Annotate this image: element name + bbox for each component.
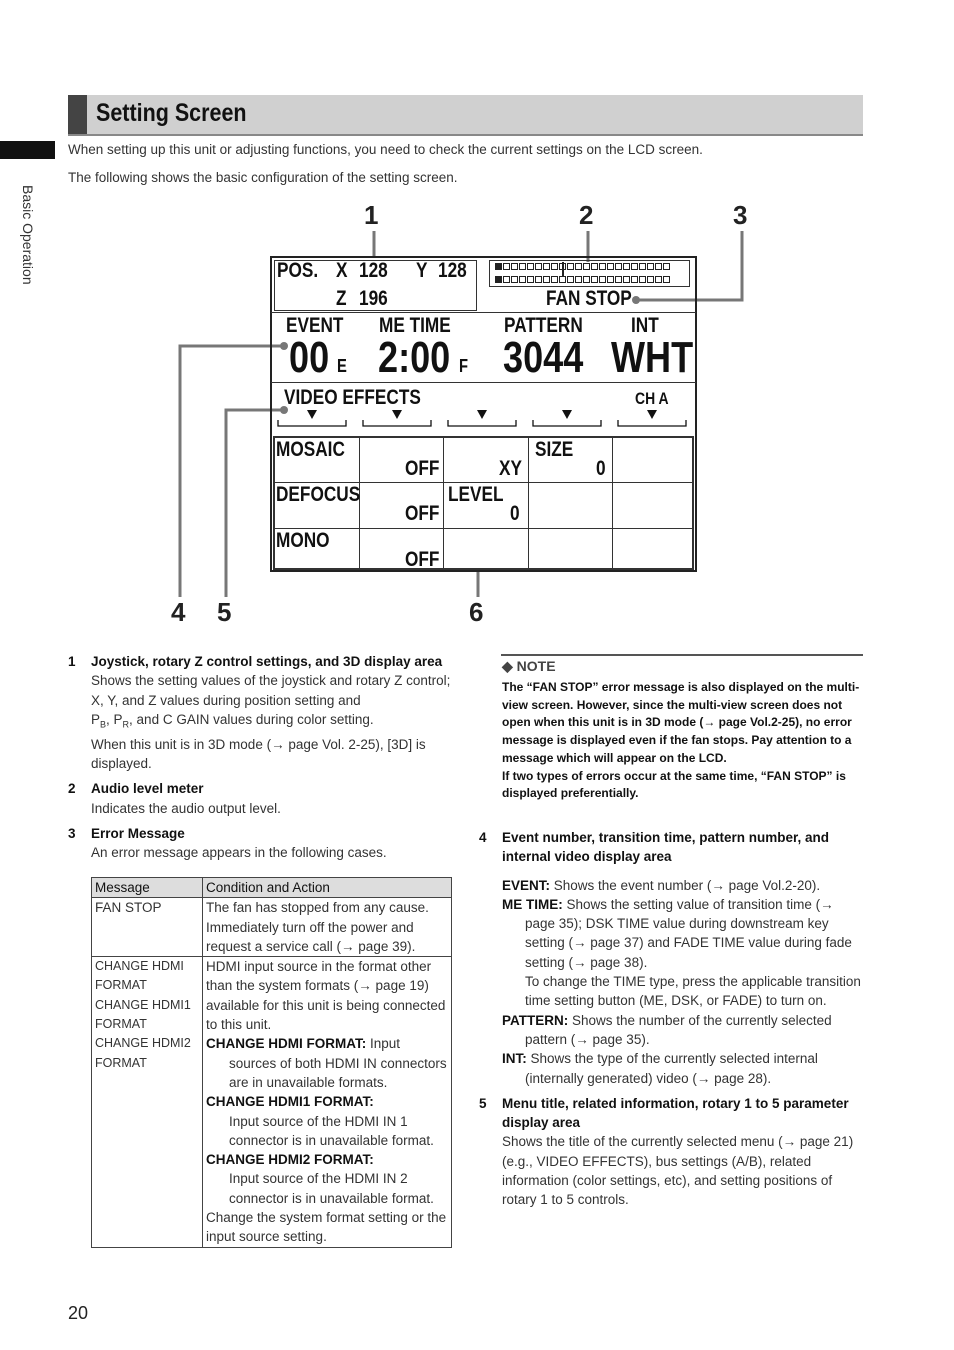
left-column	[68, 652, 454, 863]
item-2	[68, 779, 454, 818]
size-label: SIZE	[535, 438, 574, 461]
callout-2: 2	[579, 200, 594, 230]
page-number: 20	[68, 1303, 89, 1323]
pos-label: POS.	[277, 259, 319, 282]
item-4-me-time: ME TIME: Shows the setting value of transition time (→ page 35); DSK TIME value during downstream key setting (→ page 37) and FADE TIME value during fade setting (→ page 38).	[502, 896, 852, 970]
meter-ch2	[495, 276, 670, 284]
item-3-body: An error message appears in the following cases.	[91, 845, 387, 861]
item-2-body: Indicates the audio output level.	[91, 800, 281, 816]
table-cell-condition: HDMI input source in the format other than the system formats (→ page 19) available for this unit is being connected to this unit. CHANGE HDMI FORMAT: Input sources of both HDMI IN connectors are in unavailable formats. CHANGE HDMI1 FORMAT: Input source of the HDMI IN 1 connector is in unavailable format. CHANGE HDMI2 FORMAT: Input source of the HDMI IN 2 connector is in unavailable format. Change the system format setting or the input source setting.	[203, 957, 452, 1247]
error-message: FAN STOP	[546, 287, 632, 310]
item-4-int: INT: Shows the type of the currently selected internal (internally generated) video (→ page 28).	[502, 1051, 818, 1086]
item-4-title: Event number, transition time, pattern number, and internal video display area	[502, 830, 830, 865]
level-label: LEVEL	[448, 483, 504, 506]
item-1	[68, 652, 454, 773]
grid-col-line-3	[528, 437, 529, 569]
item-3-number: 3	[68, 826, 76, 842]
chapter-label: Basic Operation	[20, 185, 36, 285]
mono-value: OFF	[405, 548, 440, 571]
int-value: WHT	[611, 333, 694, 382]
table-header-condition: Condition and Action	[203, 878, 452, 898]
menu-title: VIDEO EFFECTS	[284, 386, 421, 409]
meter-marker	[562, 262, 564, 276]
size-value: 0	[596, 457, 606, 480]
intro-line-1: When setting up this unit or adjusting functions, you need to check the current settings on the LCD screen.	[68, 142, 703, 157]
item-2-number: 2	[68, 781, 76, 797]
callout-5: 5	[217, 597, 232, 627]
item-4-me-time-note: To change the TIME type, press the applicable transition time setting button (ME, DSK, or FADE) to turn on.	[525, 974, 861, 1009]
note-title: ◆ NOTE	[502, 658, 556, 674]
grid-row-line-2	[274, 528, 693, 529]
item-1-body-3: When this unit is in 3D mode (→ page Vol. 2-25), [3D] is displayed.	[91, 736, 426, 772]
mosaic-value: OFF	[405, 457, 440, 480]
item-4-pattern: PATTERN: Shows the number of the currently selected pattern (→ page 35).	[502, 1012, 832, 1047]
note-rule	[501, 654, 863, 656]
table-row	[92, 957, 452, 1247]
item-5	[479, 1094, 863, 1210]
table-cell-condition: The fan has stopped from any cause. Immediately turn off the power and request a service call (→ page 39).	[203, 898, 452, 957]
right-column	[479, 828, 863, 1210]
table-row	[92, 898, 452, 957]
x-value: 128	[359, 259, 388, 282]
item-5-body: Shows the title of the currently selected menu (→ page 21) (e.g., VIDEO EFFECTS), bus settings (A/B), related information (color settings, etc), and setting positions of rotary 1 to 5 controls.	[502, 1134, 854, 1208]
grid-row-mono: MONO	[276, 529, 330, 552]
item-3	[68, 824, 454, 863]
pattern-label: PATTERN	[504, 314, 583, 337]
grid-col-line-2	[443, 437, 444, 569]
note-body	[502, 679, 864, 803]
lcd-divider-1	[271, 312, 696, 313]
level-value: 0	[510, 502, 520, 525]
meter-ch1	[495, 263, 670, 271]
callout-1: 1	[364, 200, 379, 230]
item-1-title: Joystick, rotary Z control settings, and 3D display area	[91, 654, 443, 669]
note-paragraph-1: The “FAN STOP” error message is also displayed on the multi-view screen. However, since the multi-view screen does not open when this unit is in 3D mode (→ page Vol.2-25), no error message is displayed even if the fan stops. Pay attention to a message which will appear on the LCD.	[502, 680, 860, 765]
item-4-number: 4	[479, 830, 487, 845]
callout-4: 4	[171, 597, 186, 627]
int-label: INT	[631, 314, 659, 337]
event-label: EVENT	[286, 314, 344, 337]
y-label: Y	[416, 259, 428, 282]
note-paragraph-2: If two types of errors occur at the same time, “FAN STOP” is displayed preferentially.	[502, 768, 846, 801]
item-1-body-2: $P_B$, $P_R$, and C GAIN values during color setting.	[91, 711, 374, 730]
item-4	[479, 828, 863, 1088]
rotary-markers	[272, 406, 696, 430]
y-value: 128	[438, 259, 467, 282]
item-2-title: Audio level meter	[91, 781, 204, 797]
table-cell-message: FAN STOP	[92, 898, 203, 957]
table-header-message: Message	[92, 878, 203, 898]
item-1-body: Shows the setting values of the joystick and rotary Z control; X, Y, and Z values during position setting and	[91, 673, 451, 708]
item-3-title: Error Message	[91, 826, 185, 842]
table-cell-message: CHANGE HDMI FORMAT CHANGE HDMI1 FORMAT CHANGE HDMI2 FORMAT	[92, 957, 203, 1247]
section-title: Setting Screen	[96, 99, 247, 127]
bus-info: CH A	[635, 389, 669, 408]
defocus-value: OFF	[405, 502, 440, 525]
x-label: X	[336, 259, 348, 282]
z-label: Z	[336, 287, 347, 310]
event-value: 00	[289, 333, 330, 382]
mosaic-xy: XY	[499, 457, 522, 480]
grid-row-mosaic: MOSAIC	[276, 438, 345, 461]
z-value: 196	[359, 287, 388, 310]
item-5-title: Menu title, related information, rotary 1 to 5 parameter display area	[502, 1095, 849, 1131]
me-time-value: 2:00	[378, 333, 451, 382]
me-time-suffix: F	[459, 356, 469, 376]
me-time-label: ME TIME	[379, 314, 451, 337]
error-table	[91, 877, 452, 1248]
grid-row-defocus: DEFOCUS	[276, 483, 361, 506]
item-5-number: 5	[479, 1095, 487, 1111]
item-1-number: 1	[68, 654, 76, 669]
intro-line-2: The following shows the basic configuration of the setting screen.	[68, 170, 458, 185]
callout-3: 3	[733, 200, 748, 230]
grid-col-line-4	[612, 437, 613, 569]
item-4-event: EVENT: Shows the event number (→ page Vol.2-20).	[502, 877, 821, 893]
pattern-value: 3044	[503, 333, 584, 382]
event-suffix: E	[337, 356, 347, 376]
callout-6: 6	[469, 597, 484, 627]
